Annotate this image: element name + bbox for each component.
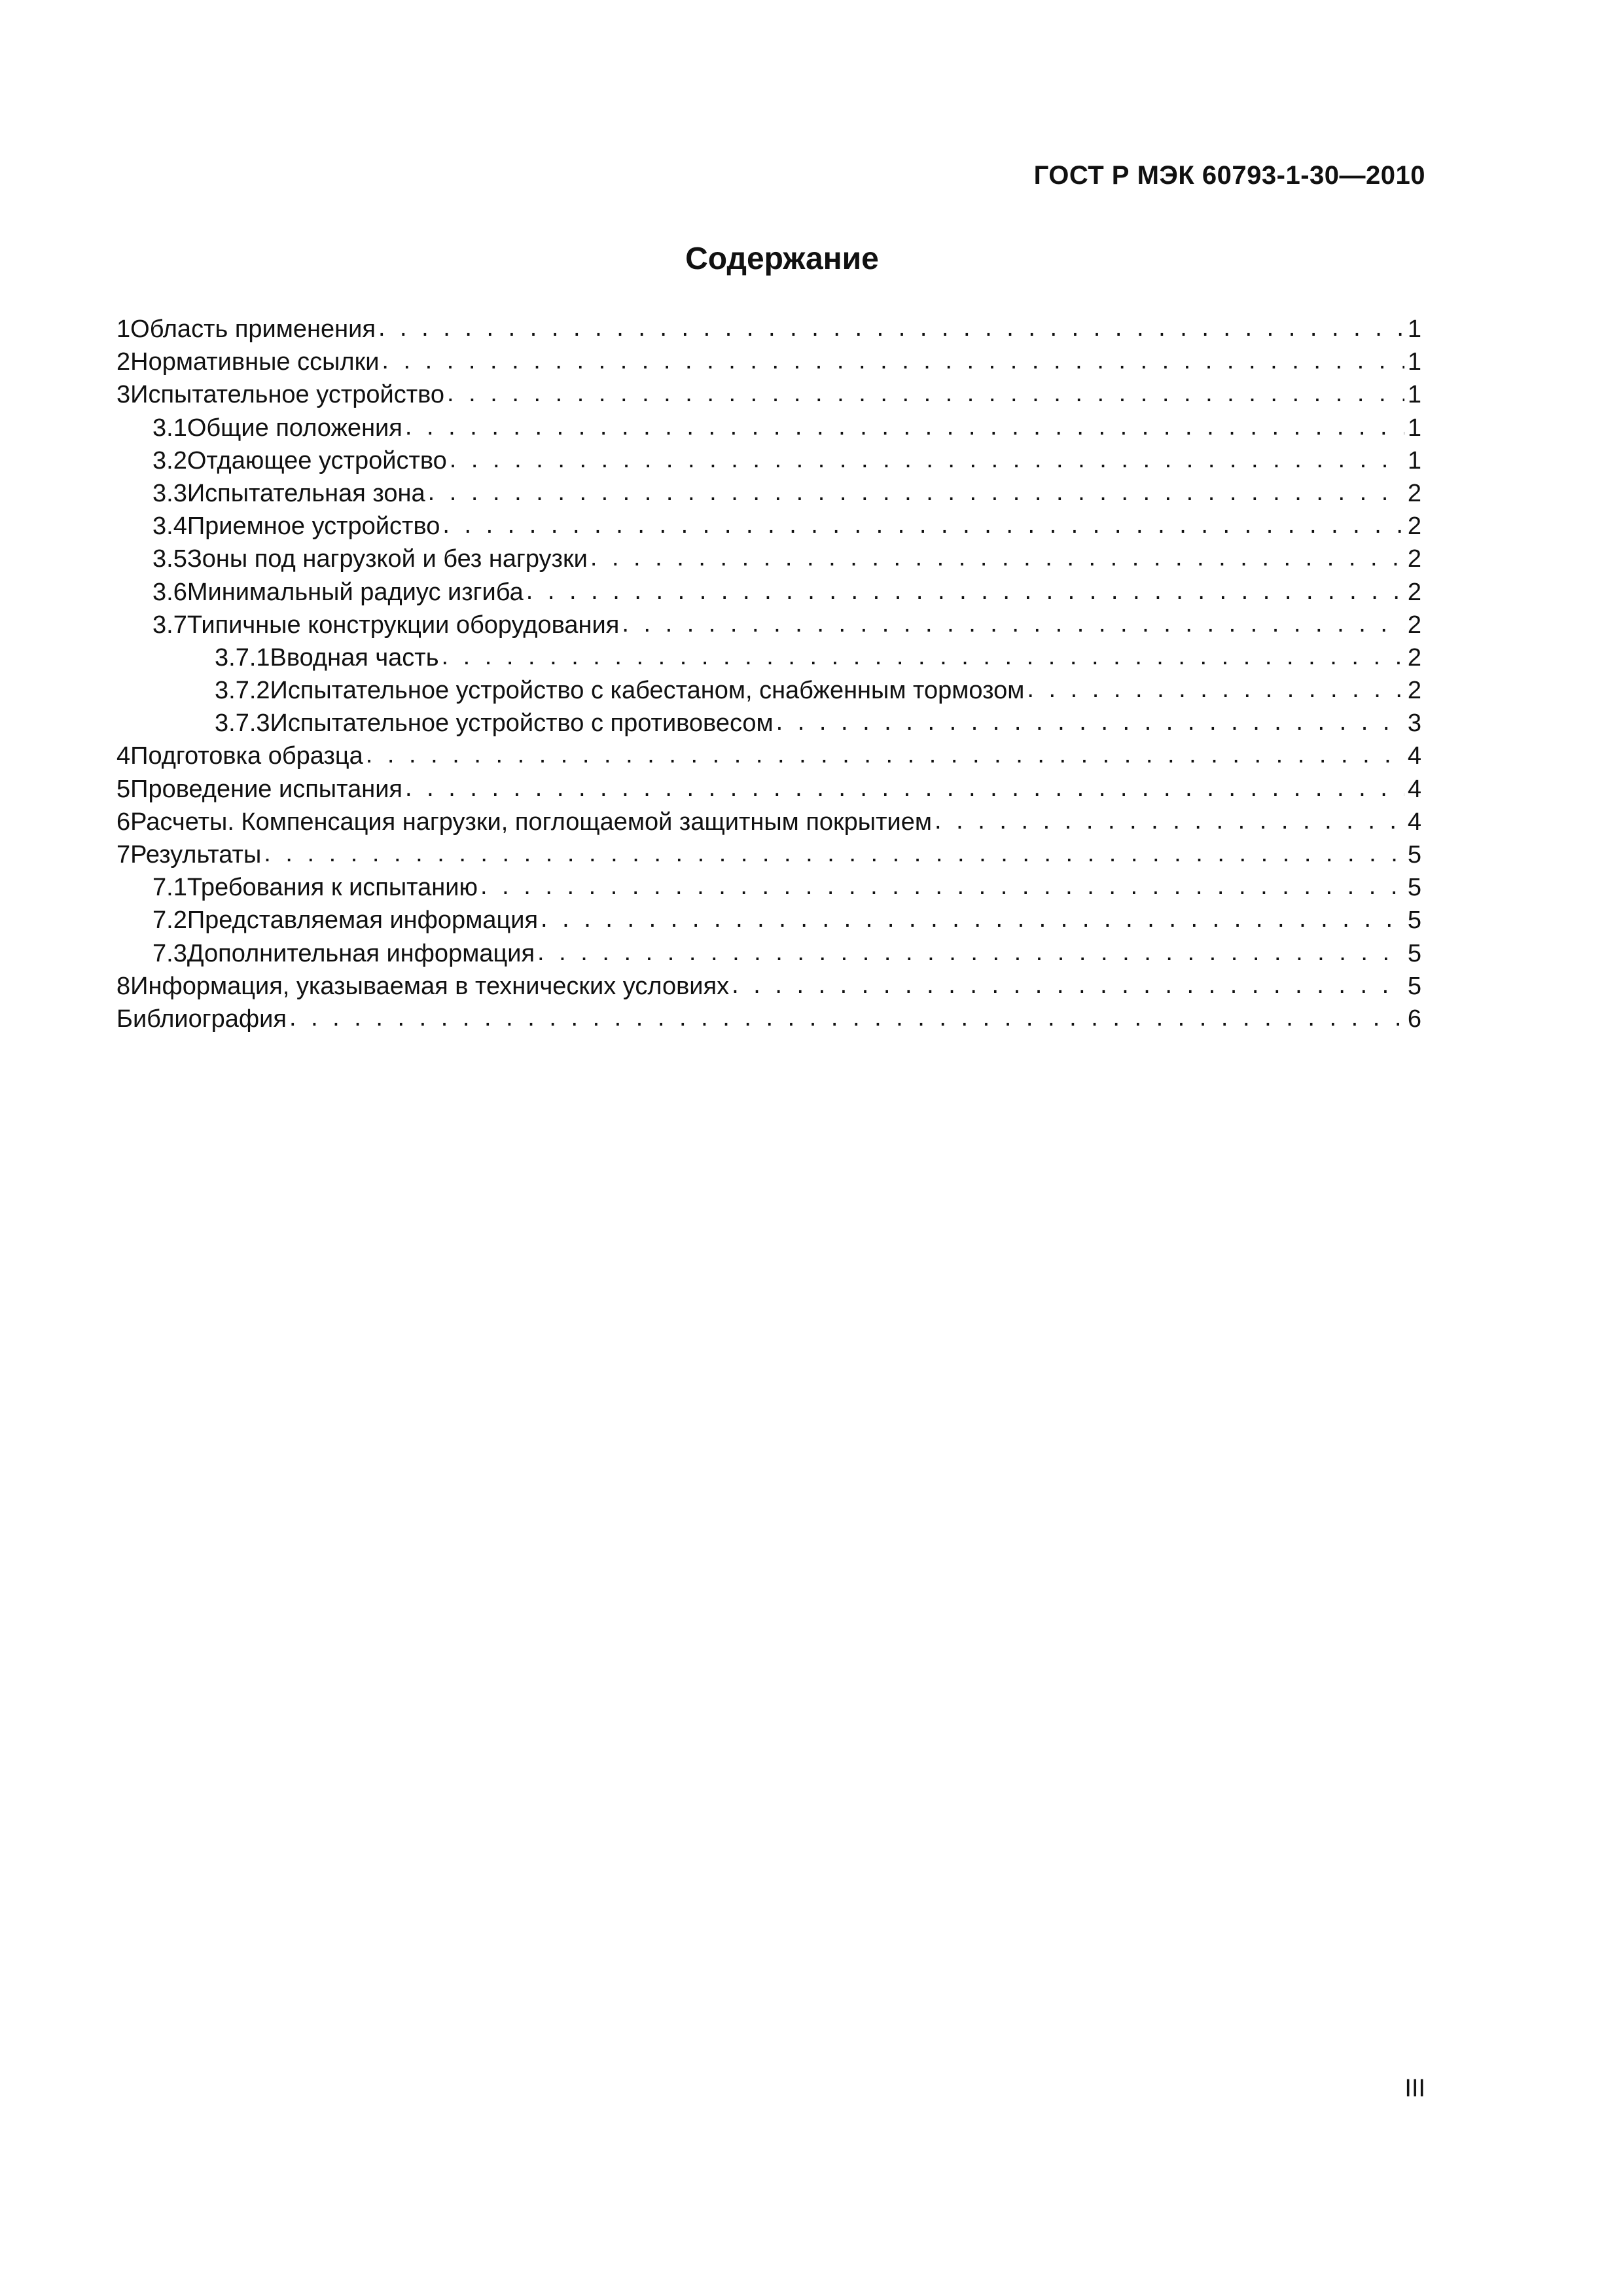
toc-entry-page: 1 [1407,315,1421,343]
toc-entry-page: 1 [1407,348,1421,376]
toc-entry[interactable] [116,444,1421,477]
toc-entry-page: 5 [1407,841,1421,869]
toc-entry-title: Информация, указываемая в технических условиях [130,972,730,1000]
dot-leader [447,377,1404,410]
dot-leader [442,640,1405,673]
page-number: III [1404,2075,1425,2102]
toc-entry-title: Нормативные ссылки [130,348,380,376]
toc-entry-number: 3.2 [152,446,187,475]
toc-entry[interactable] [116,543,1421,575]
dot-leader [480,870,1404,903]
toc-entry-number: 1 [116,315,131,343]
toc-entry-page: 5 [1407,906,1421,935]
toc-entry-number: 7.1 [152,874,187,902]
toc-entry-number: 2 [116,348,131,376]
toc-entry-number: 3.7 [152,611,187,639]
toc-entry-page: 2 [1407,578,1421,606]
toc-entry-page: 2 [1407,545,1421,573]
dot-leader [428,476,1404,509]
dot-leader [442,509,1404,541]
toc-entry[interactable] [116,609,1421,641]
dot-leader [366,738,1404,771]
toc-entry-title: Расчеты. Компенсация нагрузки, поглощаемой защитным покрытием [130,808,933,836]
toc-entry-number: 3.1 [152,414,187,442]
toc-entry-page: 2 [1407,677,1421,705]
dot-leader [622,607,1404,640]
toc-entry-title: Подготовка образца [130,742,363,770]
dot-leader [526,575,1404,607]
dot-leader [776,706,1404,738]
toc-entry-page: 4 [1407,808,1421,836]
toc-entry-number: 3.7.2 [215,677,270,705]
toc-entry-title: Типичные конструкции оборудования [187,611,620,639]
toc-entry-page: 2 [1407,479,1421,507]
toc-entry-page: 1 [1407,381,1421,409]
toc-entry-title: Испытательное устройство с противовесом [270,709,774,738]
toc-entry-page: 2 [1407,512,1421,541]
toc-entry[interactable] [116,477,1421,510]
dot-leader [541,903,1404,935]
toc-entry-page: 2 [1407,643,1421,672]
toc-entry-bibliography[interactable] [116,1003,1421,1035]
dot-leader [1027,673,1404,706]
toc-entry-number: 8 [116,972,131,1000]
toc-entry-title: Испытательная зона [187,479,425,507]
dot-leader [732,969,1404,1001]
toc-entry-title: Испытательное устройство [130,381,445,409]
toc-entry-number: 3.7.3 [215,709,270,738]
toc-entry[interactable] [116,707,1421,740]
toc-entry[interactable] [116,412,1421,444]
toc-entry-page: 1 [1407,446,1421,475]
toc-title: Содержание [685,242,879,276]
toc-entry[interactable] [116,674,1421,707]
toc-entry-number: 3.3 [152,479,187,507]
toc-entry[interactable] [116,346,1421,378]
toc-entry-page: 2 [1407,611,1421,639]
toc-entry[interactable] [116,970,1421,1003]
dot-leader [537,936,1404,969]
document-code: ГОСТ Р МЭК 60793-1-30—2010 [1033,161,1425,190]
toc-entry-number: 6 [116,808,131,836]
toc-entry[interactable] [116,378,1421,411]
dot-leader [378,312,1404,344]
toc-entry-number: 3.7.1 [215,643,270,672]
toc-entry-page: 5 [1407,939,1421,967]
dot-leader [264,837,1404,870]
table-of-contents [116,313,1421,1035]
toc-entry[interactable] [116,937,1421,970]
toc-entry-title: Испытательное устройство с кабестаном, снабженным тормозом [270,677,1025,705]
toc-entry-title: Вводная часть [270,643,439,672]
toc-entry-number: 5 [116,775,131,803]
toc-entry[interactable] [116,576,1421,609]
toc-entry-title: Отдающее устройство [187,446,447,475]
toc-entry[interactable] [116,806,1421,838]
toc-entry-number: 7.3 [152,939,187,967]
toc-entry-number: 3.4 [152,512,187,541]
toc-entry-title: Результаты [130,841,262,869]
toc-entry-page: 1 [1407,414,1421,442]
toc-entry[interactable] [116,313,1421,346]
toc-entry-title: Приемное устройство [187,512,440,541]
toc-entry-page: 5 [1407,874,1421,902]
dot-leader [450,443,1404,476]
dot-leader [590,541,1404,574]
toc-entry[interactable] [116,510,1421,543]
toc-entry-title: Представляемая информация [187,906,539,935]
toc-entry[interactable] [116,871,1421,904]
toc-entry-number: 3.5 [152,545,187,573]
toc-entry-title: Зоны под нагрузкой и без нагрузки [187,545,588,573]
toc-entry-number: 4 [116,742,131,770]
toc-entry-number: 3 [116,381,131,409]
toc-entry-number: 7.2 [152,906,187,935]
toc-entry[interactable] [116,740,1421,772]
toc-entry-number: 3.6 [152,578,187,606]
toc-entry-title: Библиография [116,1005,287,1033]
toc-entry-title: Требования к испытанию [187,874,478,902]
dot-leader [382,344,1404,377]
toc-entry-title: Область применения [130,315,376,343]
toc-entry-page: 3 [1407,709,1421,738]
toc-entry-number: 7 [116,841,131,869]
dot-leader [935,804,1404,837]
toc-entry-title: Общие положения [187,414,402,442]
toc-entry-title: Дополнительная информация [187,939,535,967]
toc-entry-title: Минимальный радиус изгиба [187,578,524,606]
toc-entry[interactable] [116,773,1421,806]
toc-entry[interactable] [116,838,1421,871]
dot-leader [289,1001,1404,1034]
toc-entry-page: 6 [1407,1005,1421,1033]
toc-entry-page: 4 [1407,742,1421,770]
toc-entry-page: 5 [1407,972,1421,1000]
toc-entry[interactable] [116,904,1421,937]
dot-leader [405,772,1404,804]
toc-entry-title: Проведение испытания [130,775,403,803]
dot-leader [405,410,1404,443]
toc-entry-page: 4 [1407,775,1421,803]
toc-entry[interactable] [116,641,1421,674]
